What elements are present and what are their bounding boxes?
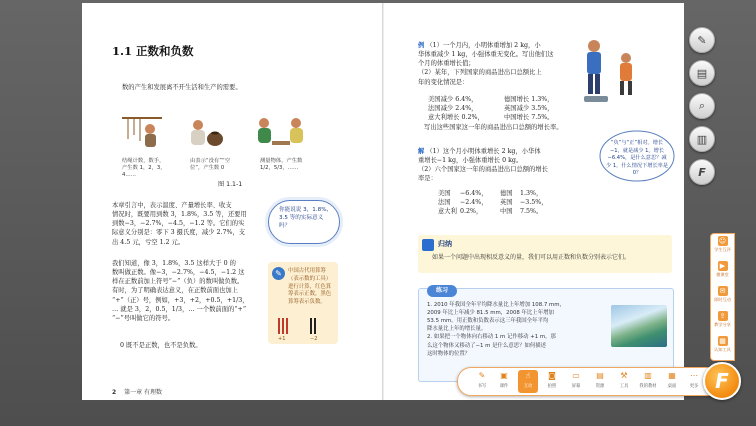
teaching-sidebar: [710, 233, 735, 361]
chat-icon: ✉: [718, 286, 728, 296]
write-icon: ✎: [478, 371, 486, 380]
page-number: 2: [112, 389, 117, 396]
group-icon: ☺: [718, 237, 727, 245]
example-label: 例: [418, 42, 425, 49]
toolbar-desktop[interactable]: [662, 370, 682, 393]
folder-icon: ▤: [596, 371, 604, 380]
solution-line: （1）这个月小明体重增长 2 kg，小华体: [426, 148, 541, 155]
toolbar-label: 互动: [523, 384, 533, 389]
history-note-text: 中国古代用算筹（表示数的工具）进行计算，红色算筹表示正数，黑色算筹表示负数。: [288, 268, 332, 306]
paragraph-3: 0 既不是正数，也不是负数。: [120, 342, 202, 349]
bottom-toolbar: [457, 367, 721, 396]
growth-cell: 1.3%，: [520, 190, 543, 197]
growth-table: [438, 189, 588, 216]
trade-cell: 德国增长 1.3%，: [504, 96, 554, 103]
courseware-icon: ▣: [500, 371, 508, 380]
weighing-kids-illustration: [576, 36, 646, 106]
toolbar-write[interactable]: [472, 370, 492, 393]
books-icon: ▥: [696, 132, 708, 146]
toolbar-label: 桌面: [667, 384, 677, 389]
side-hint-bubble: [598, 128, 676, 188]
pen-icon: ✎: [697, 33, 707, 47]
intro-text: 数的产生和发展离不开生活和生产的需要。: [122, 84, 242, 91]
para2-line: … 就是 3，2，0.5，1/3，… 一个数前面的“+”: [112, 305, 247, 313]
toolbar-label: 屏幕: [571, 384, 581, 389]
trade-cell: 法国减少 2.4%，: [428, 105, 478, 113]
toolbar-label: 拍照: [547, 384, 557, 389]
trade-cell: 英国减少 3.5%，: [504, 105, 554, 113]
practice-line: 这时物体的位置？: [427, 350, 471, 357]
pen-button[interactable]: [689, 27, 715, 53]
camera-icon: ◙: [548, 371, 556, 380]
book-icon: ▥: [644, 371, 652, 380]
growth-cell: 美国: [438, 190, 451, 197]
para2-line: “+”（正）号，例如，+3，+2，+0.5，+1/3，: [112, 296, 249, 304]
growth-cell: 意大利: [438, 208, 457, 216]
growth-cell: 0.2%，: [460, 208, 483, 216]
solution-block: [418, 147, 598, 184]
notes-button[interactable]: [689, 60, 715, 86]
summary-text: 如果一个问题中出现相反意义的量，我们可以用正数和负数分别表示它们。: [432, 254, 631, 261]
sidebar-item-label: 即时互动: [714, 297, 731, 302]
share-icon: ⇪: [718, 311, 728, 321]
toolbar-tools[interactable]: [614, 370, 634, 393]
para2-line: 数叫做正数。像−3，−2.7%，−4.5，−1.2 这: [112, 269, 245, 277]
solution-line: 率是：: [418, 175, 437, 183]
river-photo: [611, 305, 667, 347]
para1-line: 际意义分别是：零下 3 摄氏度，减少 2.7%，支: [112, 229, 246, 237]
caption-pottery: 由表示“没有”“空位”，产生数 0: [190, 158, 231, 172]
toolbar-label: 更多: [689, 384, 699, 389]
toolbar-my-textbook[interactable]: [636, 370, 660, 393]
practice-line: 么这个物体又移动了−1 m 是什么意思？如何描述: [427, 342, 547, 349]
trade-cell: 美国减少 6.4%，: [428, 96, 478, 103]
toolbar-courseware[interactable]: [494, 370, 514, 393]
trade-cell: 意大利增长 0.2%，: [428, 114, 484, 122]
practice-line: 1. 2010 年我国全年平均降水量比上年增加 108.7 mm，: [427, 302, 565, 308]
hand-icon: ☝: [525, 371, 531, 380]
magnifier-icon: ⌕: [698, 99, 706, 112]
solution-line: 重增长−1 kg，小强体重增长 0 kg。: [418, 157, 523, 165]
summary-box: [418, 235, 672, 273]
grid-icon: ▦: [719, 337, 726, 345]
growth-cell: −6.4%，: [460, 190, 488, 197]
app-logo-icon: F: [715, 369, 729, 393]
growth-cell: 英国: [500, 199, 513, 207]
growth-cell: 德国: [500, 190, 513, 197]
sidebar-item-peer-review[interactable]: [711, 234, 734, 258]
para2-line: 我们知道，像 3，1.8%，3.5 这样大于 0 的: [112, 260, 236, 267]
practice-line: 2. 如果把一个物体向右移动 1 m 记作移动 +1 m，那: [427, 334, 556, 341]
practice-line: 53.5 mm。用正数和负数表示这三年我国全年平均: [427, 318, 549, 325]
growth-cell: −2.4%，: [460, 199, 488, 207]
main-menu-logo-button[interactable]: [703, 362, 741, 400]
summary-title: 归纳: [438, 240, 452, 248]
growth-cell: 7.5%。: [520, 208, 543, 216]
pencil-icon: ✎: [272, 267, 285, 280]
paragraph-2: [112, 259, 292, 323]
toolbar-more[interactable]: [684, 370, 704, 393]
toolbar-label: 书写: [477, 384, 487, 389]
sidebar-item-label: 认知工具: [714, 347, 731, 352]
page-footer: [112, 387, 162, 396]
sidebar-item-share[interactable]: [711, 309, 734, 333]
more-icon: ⋯: [690, 371, 698, 380]
para2-line: “−”号叫做它的符号。: [112, 314, 175, 322]
measuring-illustration: [252, 111, 310, 151]
paragraph-1: [112, 201, 282, 247]
practice-line: 降水量比上年的增长量。: [427, 326, 487, 333]
trade-table: [428, 95, 578, 122]
pottery-illustration: [182, 111, 226, 151]
toolbar-label: 我的教材: [639, 384, 657, 389]
toolbar-screen[interactable]: [566, 370, 586, 393]
chapter-name: 第一章 有理数: [124, 389, 163, 396]
toolbar-label: 工具: [619, 384, 629, 389]
rod-label-minus: −2: [310, 336, 318, 342]
trade-cell: 中国增长 7.5%。: [504, 114, 554, 122]
caption-measure: 测量物体，产生数 1/2，5/3，……: [260, 158, 303, 172]
toolbox-icon: ⚒: [620, 371, 628, 380]
example-line: 华体重减少 1 kg，小强体重无变化。写出他们这: [418, 51, 554, 59]
summary-header: [422, 239, 478, 251]
sidebar-item-live-interaction[interactable]: [711, 284, 734, 308]
example-line: 个月的体重增长值；: [418, 60, 475, 68]
play-icon: ▶: [718, 261, 728, 271]
solution-label: 解: [418, 148, 425, 155]
example-line: （2）某年，下列国家的商品进出口总额比上: [418, 69, 542, 77]
library-button[interactable]: [689, 126, 715, 152]
para2-line: 有时，为了明确表达意义，在正数前面也加上: [112, 287, 238, 295]
sidebar-item-label: 微课堂: [716, 272, 729, 277]
practice-line: 2009 年比上年减少 81.5 mm，2008 年比上年增加: [427, 310, 554, 317]
sidebar-item-label: 学生互评: [714, 247, 731, 252]
section-title: 1.1 正数和负数: [112, 44, 194, 58]
example-block: [418, 41, 590, 87]
toolbar-camera[interactable]: [542, 370, 562, 393]
sidebar-item-micro-class[interactable]: [711, 259, 734, 283]
figure-label: 图 1.1-1: [218, 181, 243, 188]
think-cloud: 你能说说 3，1.8%，3.5 等的实际意义吗？: [268, 200, 340, 244]
solution-line: （2）六个国家这一年的商品进出口总额的增长: [418, 166, 548, 174]
practice-title: 练习: [427, 285, 457, 297]
rope-counting-illustration: [120, 111, 164, 151]
toolbar-interact[interactable]: [518, 370, 538, 393]
para1-line: 出 4.5 元，亏空 1.2 元。: [112, 238, 185, 246]
app-logo-button[interactable]: [689, 159, 715, 185]
para1-line: 情况时，既要用到数 3，1.8%，3.5 等，还要用: [112, 211, 247, 219]
example-line: 年的变化情况是：: [418, 78, 469, 86]
sidebar-item-tools[interactable]: [711, 334, 734, 358]
desktop-icon: ▦: [668, 371, 676, 380]
example-question: 写出这些国家这一年的商品进出口总额的增长率。: [424, 124, 563, 131]
summary-icon: [422, 239, 434, 251]
para1-line: 到数−3，−2.7%，−4.5，−1.2 等。它们的实: [112, 220, 245, 228]
para1-line: 本章引言中，表示温度、产量增长率、收支: [112, 202, 232, 209]
rod-label-plus: +1: [278, 336, 286, 342]
toolbar-label: 课件: [499, 384, 509, 389]
toolbar-resources[interactable]: [590, 370, 610, 393]
zoom-button[interactable]: [689, 93, 715, 119]
toolbar-label: 资源: [595, 384, 605, 389]
growth-cell: −3.5%，: [520, 199, 548, 207]
caption-rope: 结绳计数，数手，产生数 1，2，3，4……: [122, 158, 166, 179]
example-line: （1）一个月内，小明体重增加 2 kg，小: [426, 42, 541, 49]
practice-text: [427, 301, 609, 358]
screen-icon: ▭: [572, 371, 580, 380]
para2-line: 样在正数前加上符号“−”（负）的数叫做负数。: [112, 278, 244, 286]
app-logo-icon: F: [698, 165, 706, 179]
sidebar-item-label: 教学分享: [714, 322, 731, 327]
side-hint-text: “负”与“正”相对。增长−1，就是减少 1。增长−6.4%，是什么意思？减少 1，什么情况下增长率是 0？: [606, 140, 669, 177]
growth-cell: 中国: [500, 208, 513, 216]
history-note: [268, 262, 338, 344]
growth-cell: 法国: [438, 199, 451, 207]
note-icon: ▤: [696, 66, 708, 80]
